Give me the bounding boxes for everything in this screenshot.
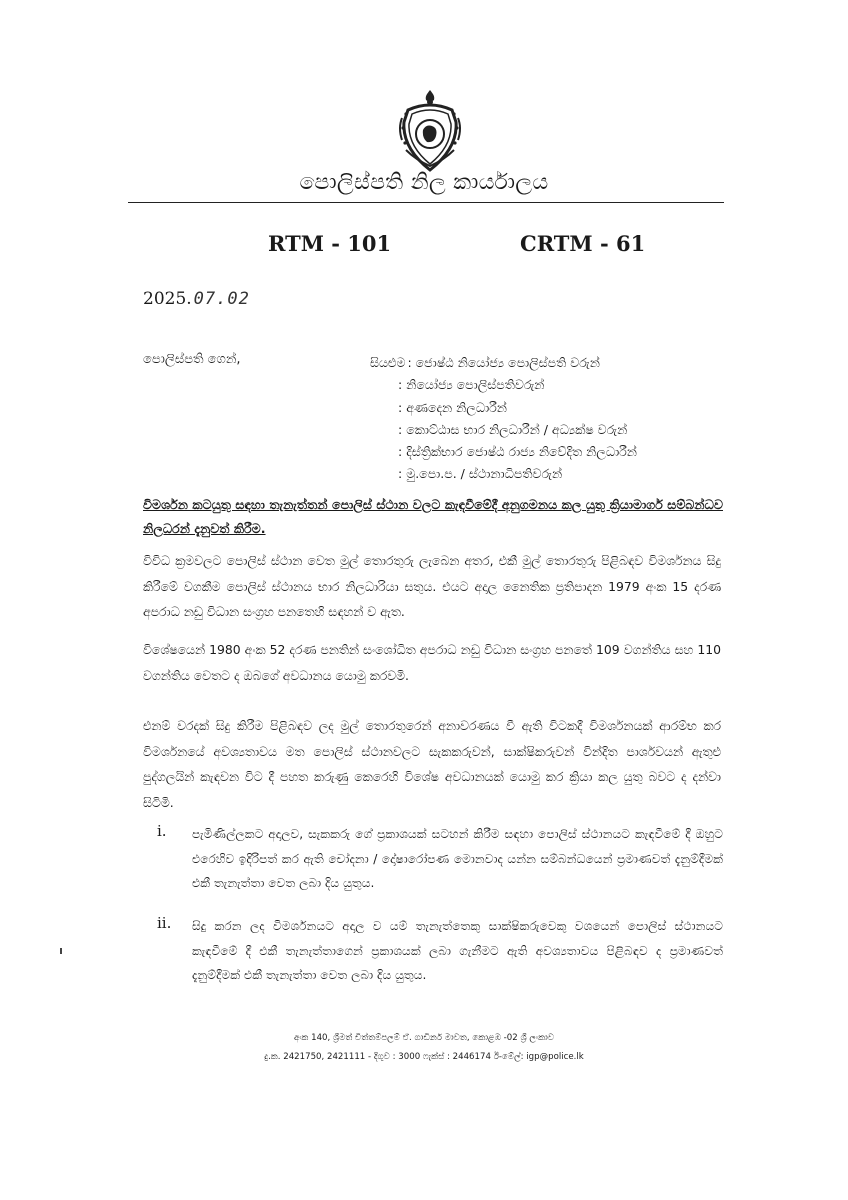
letter-date (143, 289, 250, 309)
recipient-list (370, 352, 637, 486)
recipient-row: සියළුම : ජොෂ්ඨ නියෝජ්‍ය පොලිස්පති වරුන් (370, 352, 637, 374)
list-item-number: ii. (157, 914, 172, 932)
sender-line: පොලිස්පති ගෙන්, (143, 352, 241, 367)
reference-rtm: RTM - 101 (268, 231, 392, 256)
recipient-row: : කොට්ඨාස භාර නිලධාරීන් / අධ්‍යක්ෂ වරුන් (398, 421, 628, 437)
office-title: පොලිස්පති නිල කාර්යාලය (299, 170, 549, 195)
margin-mark (60, 948, 62, 954)
recipient-item: දිස්ත්‍රික්භාර ජොෂ්ඨ රාජ්‍ය නිවේදිත නිලධාරීන් (406, 444, 637, 460)
list-item-text: පැමිණිල්ලකට අදාලව, සැකකරු ගේ ප්‍රකාශයක් සටහන් කිරීම සඳහා පොලිස් ස්ථානයට කැඳවීමේ දී ඔහුට එරෙහිව ඉදිරිපත් කර ඇති චෝදනා / දෝෂාරෝපණ මොනවාද යන්න සම්බන්ධයෙන් ප්‍රමාණවත් දැනුම්දීමක් එකී තැනැත්තා වෙත ලබා දිය යුතුය. (192, 827, 723, 890)
footer-contact: දු.ක. 2421750, 2421111 - දිගුව : 3000 ෆැක්ස් : 2446174 ඊ-මේල්: igp@police.lk (264, 1052, 584, 1062)
recipient-item: මු.පො.ප. / ස්ථානාධිපතිවරුන් (406, 466, 563, 482)
recipient-item: ජොෂ්ඨ නියෝජ්‍ය පොලිස්පති වරුන් (415, 355, 600, 370)
date-printed: 2025. (143, 289, 192, 309)
recipient-row: : මු.පො.ප. / ස්ථානාධිපතිවරුන් (398, 466, 563, 482)
recipient-item: කොට්ඨාස භාර නිලධාරීන් / අධ්‍යක්ෂ වරුන් (406, 421, 628, 437)
letter-subject: විමර්ශන කටයුතු සඳහා තැනැත්තන් පොලිස් ස්ථාන වලට කැඳවීමේදී අනුගමනය කල යුතු ක්‍රියාමාර්ග සම්බන්ධව නිලධරන් දැනුවත් කිරීම. (143, 497, 723, 536)
body-paragraph: විවිධ ක්‍රමවලට පොලිස් ස්ථාන වෙත මුල් තොරතුරු ලැබෙන අතර, එකී මුල් තොරතුරු පිළිබඳව විමර්ශනය සිදු කිරීමේ වගකීම පොලිස් ස්ථානය භාර නිලධාරියා සතුය. එයට අදාල නෛතික ප්‍රතිපාදන 1979 අංක 15 දරණ අපරාධ නඩු විධාන සංග්‍රහ පනතෙහි සඳහන් ව ඇත. (143, 553, 721, 619)
police-emblem-icon (396, 88, 464, 174)
recipient-item: අණදෙන නිලධාරීන් (406, 399, 507, 415)
body-paragraph: විශේෂයෙන් 1980 අංක 52 දරණ පනතින් සංශෝධිත අපරාධ නඩු විධාන සංග්‍රහ පනතේ 109 වගන්තිය සහ 110 වගන්තිය වෙතට ද ඔබගේ අවධානය යොමු කරවමි. (143, 642, 721, 683)
recipient-row: : නියෝජ්‍ය පොලිස්පතිවරුන් (398, 377, 545, 393)
recipient-row: : අණදෙන නිලධාරීන් (398, 399, 507, 415)
body-paragraph: එනම් වරදක් සිදු කිරීම පිළිබඳව ලද මුල් තොරතුරෙන් අනාවරණය වී ඇති විටකදී විමර්ශනයක් ආරම්භ කර විමර්ශනයේ අවශ්‍යතාවය මත පොලිස් ස්ථානවලට සැකකරුවන්, සාක්ෂිකරුවන් වින්දිත පාර්ශවයන් ඇතුළු පුද්ගලයින් කැඳවන විට දී පහත කරුණු කෙරෙහි විශේෂ අවධානයක් යොමු කර ක්‍රියා කල යුතු බවට ද දන්වා සිටිමි. (143, 718, 721, 810)
recipient-item: නියෝජ්‍ය පොලිස්පතිවරුන් (406, 377, 545, 393)
recipient-prefix: සියළුම (370, 355, 406, 370)
footer-address: අංක 140, ශ්‍රීමත් චිත්තම්පලම් ඒ. ගාඩිනර් මාවත, කොළඹ -02 ශ්‍රී ලංකාව (293, 1033, 555, 1043)
list-item-text: සිදු කරන ලද විමර්ශනයට අදාල ව යම් තැනැත්තෙකු සාක්ෂිකරුවෙකු වශයෙන් පොලිස් ස්ථානයට කැඳවීමේ දී එකී තැනැත්තාගෙන් ප්‍රකාශයක් ලබා ගැනීමට ඇති අවශ්‍යතාවය පිළිබඳව ද ප්‍රමාණවත් දැනුම්දීමක් එකී තැනැත්තා වෙත ලබා දිය යුතුය. (192, 919, 723, 982)
reference-crtm: CRTM - 61 (520, 231, 646, 256)
date-handwritten: 07.02 (193, 289, 250, 309)
recipient-row: : දිස්ත්‍රික්භාර ජොෂ්ඨ රාජ්‍ය නිවේදිත නිලධාරීන් (398, 444, 637, 460)
list-item-number: i. (157, 822, 167, 840)
header-divider (128, 202, 724, 203)
